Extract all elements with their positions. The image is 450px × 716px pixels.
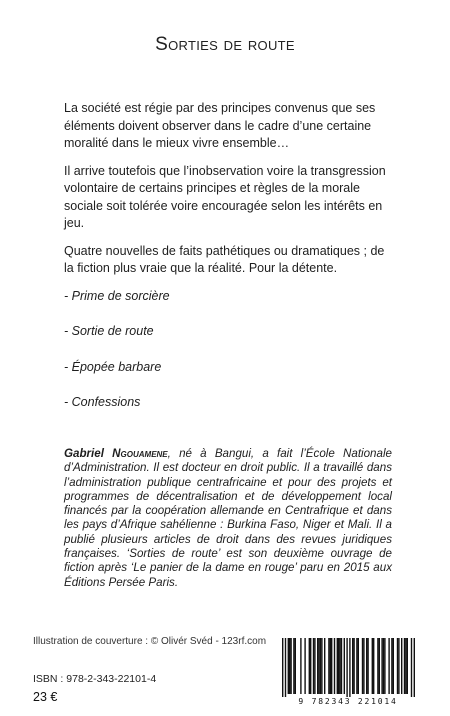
- blurb: [64, 100, 392, 430]
- barcode-bar: [290, 638, 291, 694]
- barcode-bar: [321, 638, 322, 694]
- barcode-bar: [363, 638, 364, 694]
- barcode-bar: [337, 638, 338, 694]
- barcode-bar: [328, 638, 329, 694]
- barcode-bar: [358, 638, 359, 694]
- barcode: [274, 638, 422, 706]
- barcode-bar: [289, 638, 290, 694]
- barcode-bar: [367, 638, 368, 694]
- barcode-bar: [317, 638, 318, 694]
- story-title: - Sortie de route: [64, 324, 154, 338]
- barcode-bar: [384, 638, 385, 694]
- story-title: - Prime de sorcière: [64, 288, 170, 303]
- barcode-bar: [344, 638, 345, 694]
- barcode-bar: [397, 638, 398, 694]
- barcode-bar: [373, 638, 374, 694]
- barcode-bar: [372, 638, 373, 694]
- barcode-bar: [381, 638, 382, 694]
- barcode-bar: [379, 638, 380, 694]
- barcode-digits: 9 782343 221014: [274, 697, 422, 707]
- barcode-bar: [324, 638, 325, 694]
- barcode-bar: [313, 638, 314, 694]
- author-first-name: Gabriel: [64, 447, 104, 460]
- blurb-paragraph: Il arrive toutefois que l’inobservation voire la transgression volontaire de certains principes et règles de la morale sociale soit tolérée voire encouragée selon les intérêts en jeu.: [64, 163, 386, 230]
- story-title: - Épopée barbare: [64, 359, 162, 374]
- barcode-bar: [411, 638, 412, 698]
- barcode-bar: [331, 638, 332, 694]
- barcode-bar: [383, 638, 384, 694]
- barcode-bar: [285, 638, 286, 698]
- barcode-bar: [401, 638, 402, 694]
- barcode-bar: [318, 638, 319, 694]
- barcode-bar: [414, 638, 415, 698]
- barcode-bar: [353, 638, 354, 694]
- barcode-bar: [334, 638, 335, 694]
- barcode-bar: [356, 638, 357, 694]
- barcode-bar: [339, 638, 340, 694]
- barcode-bar: [282, 638, 283, 698]
- barcode-bar: [320, 638, 321, 694]
- barcode-bar: [304, 638, 305, 694]
- barcode-bar: [377, 638, 378, 694]
- barcode-bar: [388, 638, 389, 694]
- barcode-bar: [407, 638, 408, 694]
- barcode-bar: [330, 638, 331, 694]
- barcode-bar: [349, 638, 350, 698]
- book-title: Sorties de route: [155, 34, 295, 55]
- barcode-bar: [314, 638, 315, 694]
- barcode-bar: [398, 638, 399, 694]
- bio-text: , né à Bangui, a fait l’École Nationale d’Administration. Il est docteur en droit public. Il a travaillé dans l’administration publique centrafricaine et pour des projets et programmes de décentralisation et de développement local financés par la coopération allemande en Centrafrique et dans les pays d’Afrique sahélienne : Burkina Faso, Niger et Mali. Il a publié plusieurs articles de droit dans des revues juridiques françaises. ‘Sorties de route’ est son deuxième ouvrage de fiction après ‘Le panier de la dame en rouge’ paru en 2015 aux Éditions Persée Paris.: [64, 447, 392, 589]
- barcode-bar: [300, 638, 301, 694]
- author-last-name: Ngouamene: [112, 447, 168, 460]
- barcode-bar: [338, 638, 339, 694]
- illustration-credit: Illustration de couverture : © Olivér Svéd - 123rf.com: [33, 636, 267, 647]
- barcode-bar: [295, 638, 296, 694]
- isbn: ISBN : 978-2-343-22101-4: [33, 673, 157, 685]
- barcode-bar: [293, 638, 294, 694]
- blurb-paragraph: La société est régie par des principes convenus que ses éléments doivent observer dans le cadre d’une certaine moralité dans le mieux vivre ensemble…: [64, 101, 376, 150]
- barcode-bar: [366, 638, 367, 694]
- barcode-bar: [309, 638, 310, 694]
- story-title: - Confessions: [64, 395, 141, 409]
- barcode-bar: [391, 638, 392, 694]
- price: 23 €: [33, 690, 58, 704]
- barcode-bar: [405, 638, 406, 694]
- barcode-bars: [274, 638, 422, 698]
- barcode-bar: [346, 638, 347, 698]
- barcode-bar: [341, 638, 342, 694]
- barcode-bar: [362, 638, 363, 694]
- barcode-bar: [352, 638, 353, 694]
- barcode-bar: [310, 638, 311, 694]
- barcode-bar: [288, 638, 289, 694]
- barcode-bar: [393, 638, 394, 694]
- blurb-paragraph: Quatre nouvelles de faits pathétiques ou dramatiques ; de la fiction plus vraie que la réalité. Pour la détente.: [64, 243, 385, 275]
- author-bio: [64, 447, 392, 590]
- barcode-bar: [404, 638, 405, 694]
